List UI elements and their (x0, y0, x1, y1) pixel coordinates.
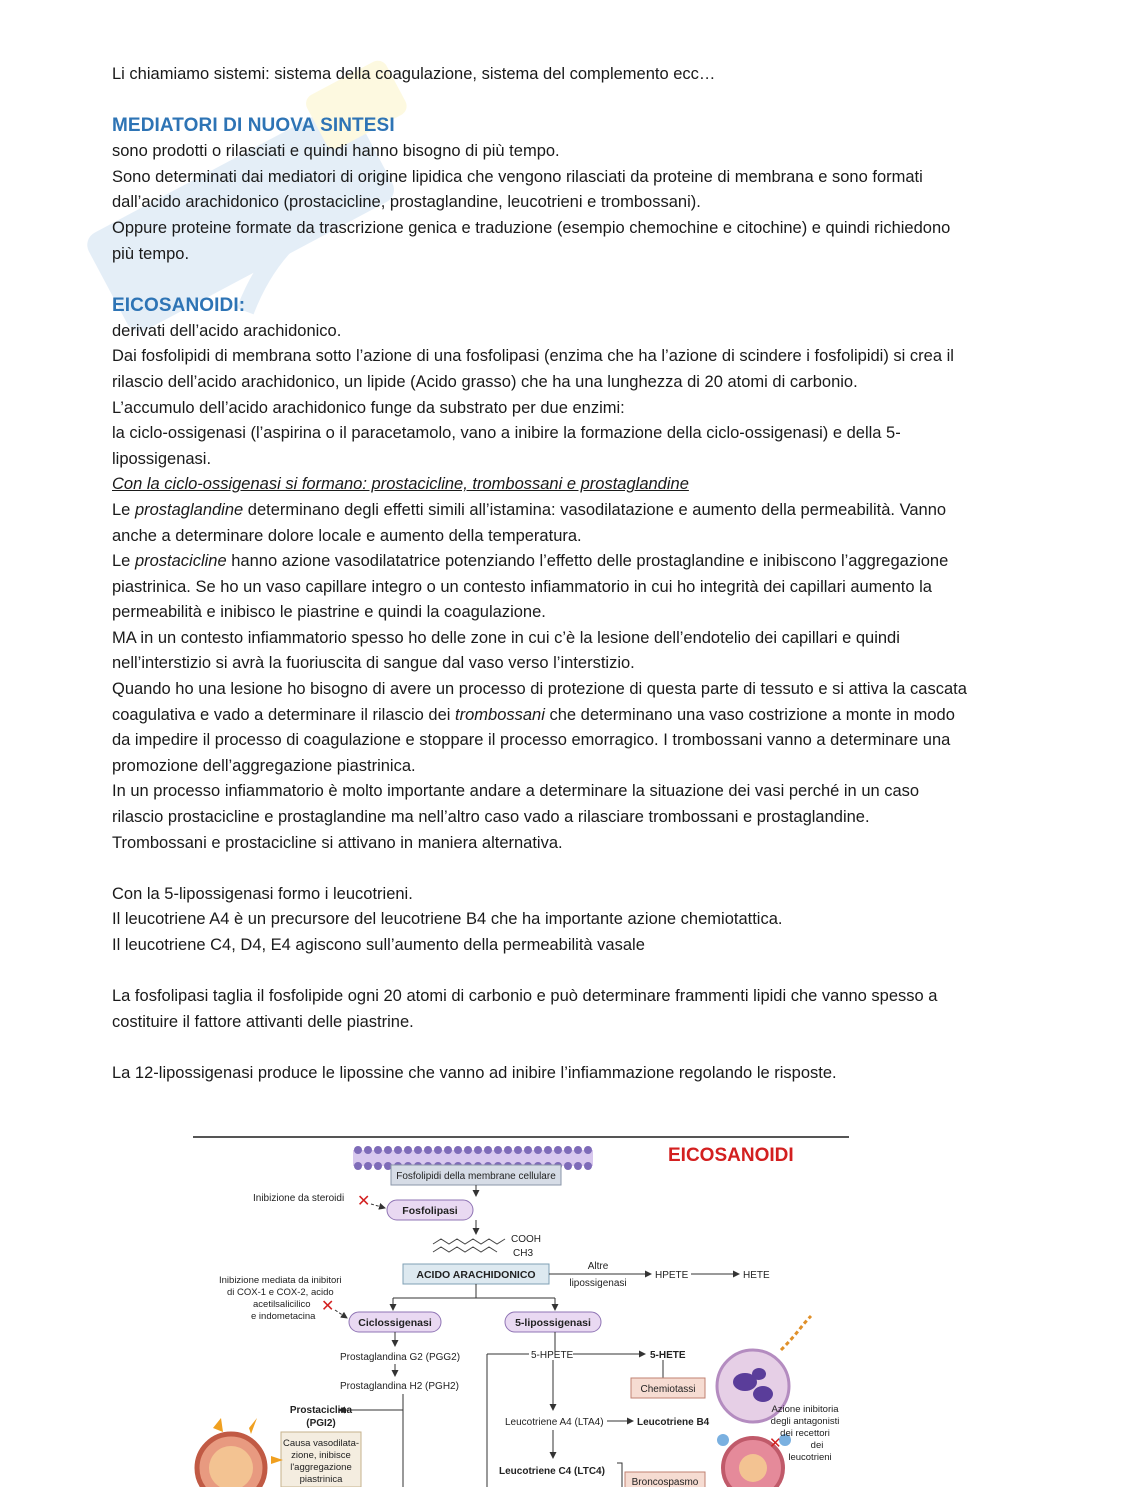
text-run: Le (112, 500, 135, 519)
heading-mediatori: MEDIATORI DI NUOVA SINTESI (112, 115, 395, 137)
bronchospasm-label: Broncospasmo (631, 1477, 699, 1487)
lta4-label: Leucotriene A4 (LTA4) (505, 1417, 604, 1428)
fatty-acid-icon (433, 1239, 505, 1252)
text-line: anche a determinare dolore locale e aumento della temperatura. (112, 526, 582, 545)
text-line: la ciclo-ossigenasi (l’aspirina o il paracetamolo, vano a inibire la formazione della ciclo-ossigenasi) e della 5- (112, 424, 901, 443)
membrane-label: Fosfolipidi della membrane cellulare (396, 1171, 556, 1182)
hpete-label: HPETE (655, 1270, 689, 1281)
cox-inhibition-line: e indometacina (251, 1311, 316, 1322)
text-line: derivati dell’acido arachidonico. (112, 321, 342, 340)
italic-term: prostacicline (134, 552, 227, 571)
prostacyclin-effect-line: zione, inibisce (291, 1450, 351, 1461)
text-run: determinano degli effetti simili all’istamina: vasodilatazione e aumento della permeabilità. Vanno (243, 500, 947, 519)
figure-title: EICOSANOIDI (668, 1145, 794, 1166)
arachidonic-acid-label: ACIDO ARACHIDONICO (416, 1269, 536, 1281)
other-lipox-label-2: lipossigenasi (569, 1278, 627, 1289)
text-line: permeabilità e inibisco le piastrine e quindi la coagulazione. (112, 603, 546, 622)
text-line: nell’interstizio si avrà la fuoriuscita di sangue dal vaso verso l’interstizio. (112, 654, 635, 673)
text-run: che determinano una vaso costrizione a monte in modo (544, 705, 955, 724)
migration-arrow-icon (781, 1316, 811, 1350)
text-line: costituire il fattore attivanti delle piastrine. (112, 1012, 414, 1031)
lipoxygenase-5-label: 5-lipossigenasi (515, 1317, 591, 1329)
text-line: lipossigenasi. (112, 449, 212, 468)
cooh-label: COOH (511, 1234, 541, 1245)
cox-inhibition-line: Inibizione mediata da inibitori (219, 1275, 342, 1286)
inhibition-cross-icon: ✕ (357, 1193, 371, 1210)
hpete5-label: 5-HPETE (531, 1350, 574, 1361)
text-run: coagulativa e vado a determinare il rilascio dei (112, 705, 456, 724)
text-line: MA in un contesto infiammatorio spesso ho delle zone in cui c’è la lesione dell’endotelio dei capillari e quindi (112, 628, 900, 647)
italic-term: trombossani (455, 705, 545, 724)
cox-inhibition-line: di COX-1 e COX-2, acido (227, 1287, 334, 1298)
steroid-inhibition-label: Inibizione da steroidi (253, 1193, 345, 1204)
inhibition-cross-icon: ✕ (321, 1298, 335, 1315)
italic-term: prostaglandine (134, 500, 244, 519)
pathway-diagram (193, 1138, 849, 1487)
hete-label: HETE (743, 1270, 770, 1281)
text-line: piastrinica. Se ho un vaso capillare integro o un contesto infiammatorio in cui ho integrità dei capillari aumento la (112, 577, 932, 596)
pgg2-label: Prostaglandina G2 (PGG2) (340, 1352, 461, 1363)
hete5-label: 5-HETE (650, 1350, 686, 1361)
prostacicline-line (112, 549, 1042, 575)
eicosanoidi-figure (193, 1136, 849, 1487)
text-line: La 12-lipossigenasi produce le lipossine che vanno ad inibire l’infiammazione regolando le risposte. (112, 1063, 837, 1082)
other-lipox-label-1: Altre (587, 1261, 609, 1272)
text-line: Il leucotriene A4 è un precursore del leucotriene B4 che ha importante azione chemiotattica. (112, 910, 783, 929)
prostacyclin-effect-line: Causa vasodilata- (282, 1438, 360, 1449)
phospholipase-label: Fosfolipasi (402, 1205, 458, 1217)
text-line: più tempo. (112, 244, 190, 263)
underlined-line (112, 472, 1042, 498)
antagonist-line: dei recettori (780, 1428, 830, 1439)
intro-paragraph: Li chiamiamo sistemi: sistema della coagulazione, sistema del complemento ecc… (112, 65, 716, 83)
text-line: La fosfolipasi taglia il fosfolipide ogni 20 atomi di carbonio e può determinare frammenti lipidi che vanno spesso a (112, 987, 938, 1006)
text-run: hanno azione vasodilatatrice potenziando l’effetto delle prostaglandine e inibiscono l’aggregazione (226, 552, 949, 571)
text-line: L’accumulo dell’acido arachidonico funge da substrato per due enzimi: (112, 398, 625, 417)
underlined-text: Con la ciclo-ossigenasi si formano: prostacicline, trombossani e prostaglandine (112, 475, 689, 494)
pgh2-label: Prostaglandina H2 (PGH2) (340, 1381, 459, 1392)
text-line: da impedire il processo di coagulazione e stoppare il processo emorragico. I trombossani vanno a determinare una (112, 731, 951, 750)
antagonist-line: leucotrieni (788, 1452, 832, 1463)
text-line: Sono determinati dai mediatori di origine lipidica che vengono rilasciati da proteine di membrana e sono formati (112, 167, 923, 186)
vessel-dilated-icon (197, 1418, 283, 1487)
text-line: Con la 5-lipossigenasi formo i leucotrieni. (112, 884, 413, 903)
cyclooxygenase-label: Ciclossigenasi (358, 1317, 432, 1329)
text-line: Dai fosfolipidi di membrana sotto l’azione di una fosfolipasi (enzima che ha l’azione di scindere i fosfolipidi) si crea il (112, 347, 954, 366)
text-run: Le (112, 552, 135, 571)
text-line: Trombossani e prostacicline si attivano in maniera alternativa. (112, 833, 563, 852)
text-line: rilascio prostacicline e prostaglandine ma nell’altro caso vado a rilasciare trombossani e prostaglandine. (112, 808, 870, 827)
antagonist-line: degli antagonisti (770, 1416, 840, 1427)
text-line: Il leucotriene C4, D4, E4 agiscono sull’aumento della permeabilità vasale (112, 936, 645, 954)
prostacyclin-effect-line: l'aggregazione (290, 1462, 352, 1473)
text-line: Quando ho una lesione ho bisogno di avere un processo di protezione di questa parte di tessuto e si attiva la cascata (112, 680, 967, 699)
cox-inhibition-line: acetilsalicilico (253, 1299, 311, 1310)
chemotaxis-label: Chemiotassi (640, 1384, 696, 1395)
prostacyclin-effect-line: piastrinica (299, 1474, 343, 1485)
heading-eicosanoidi: EICOSANOIDI: (112, 294, 246, 316)
ltc4-label: Leucotriene C4 (LTC4) (499, 1466, 605, 1477)
text-line: rilascio dell’acido arachidonico, un lipide (Acido grasso) che ha una lunghezza di 20 atomi di carbonio. (112, 372, 858, 391)
antagonist-line: Azione inibitoria (771, 1404, 839, 1415)
document-body (112, 62, 1042, 1087)
ch3-label: CH3 (513, 1248, 534, 1259)
text-line: dall’acido arachidonico (prostacicline, prostaglandine, leucotrieni e trombossani). (112, 193, 701, 212)
text-line: sono prodotti o rilasciati e quindi hanno bisogno di più tempo. (112, 142, 560, 161)
antagonist-line: dei (810, 1440, 824, 1451)
text-line: promozione dell’aggregazione piastrinica. (112, 756, 416, 775)
text-line: Oppure proteine formate da trascrizione genica e traduzione (esempio chemochine e citochine) e quindi richiedono (112, 218, 951, 237)
prostacyclin-label: (PGI2) (306, 1418, 336, 1429)
prostaglandine-line (112, 498, 1042, 524)
ltb4-label: Leucotriene B4 (637, 1417, 710, 1428)
trombossani-line (112, 703, 1042, 729)
inhibition-cross-icon: ✕ (769, 1435, 782, 1452)
prostacyclin-label: Prostaciclina (289, 1405, 353, 1416)
text-line: In un processo infiammatorio è molto importante andare a determinare la situazione dei vasi perché in un caso (112, 782, 920, 801)
